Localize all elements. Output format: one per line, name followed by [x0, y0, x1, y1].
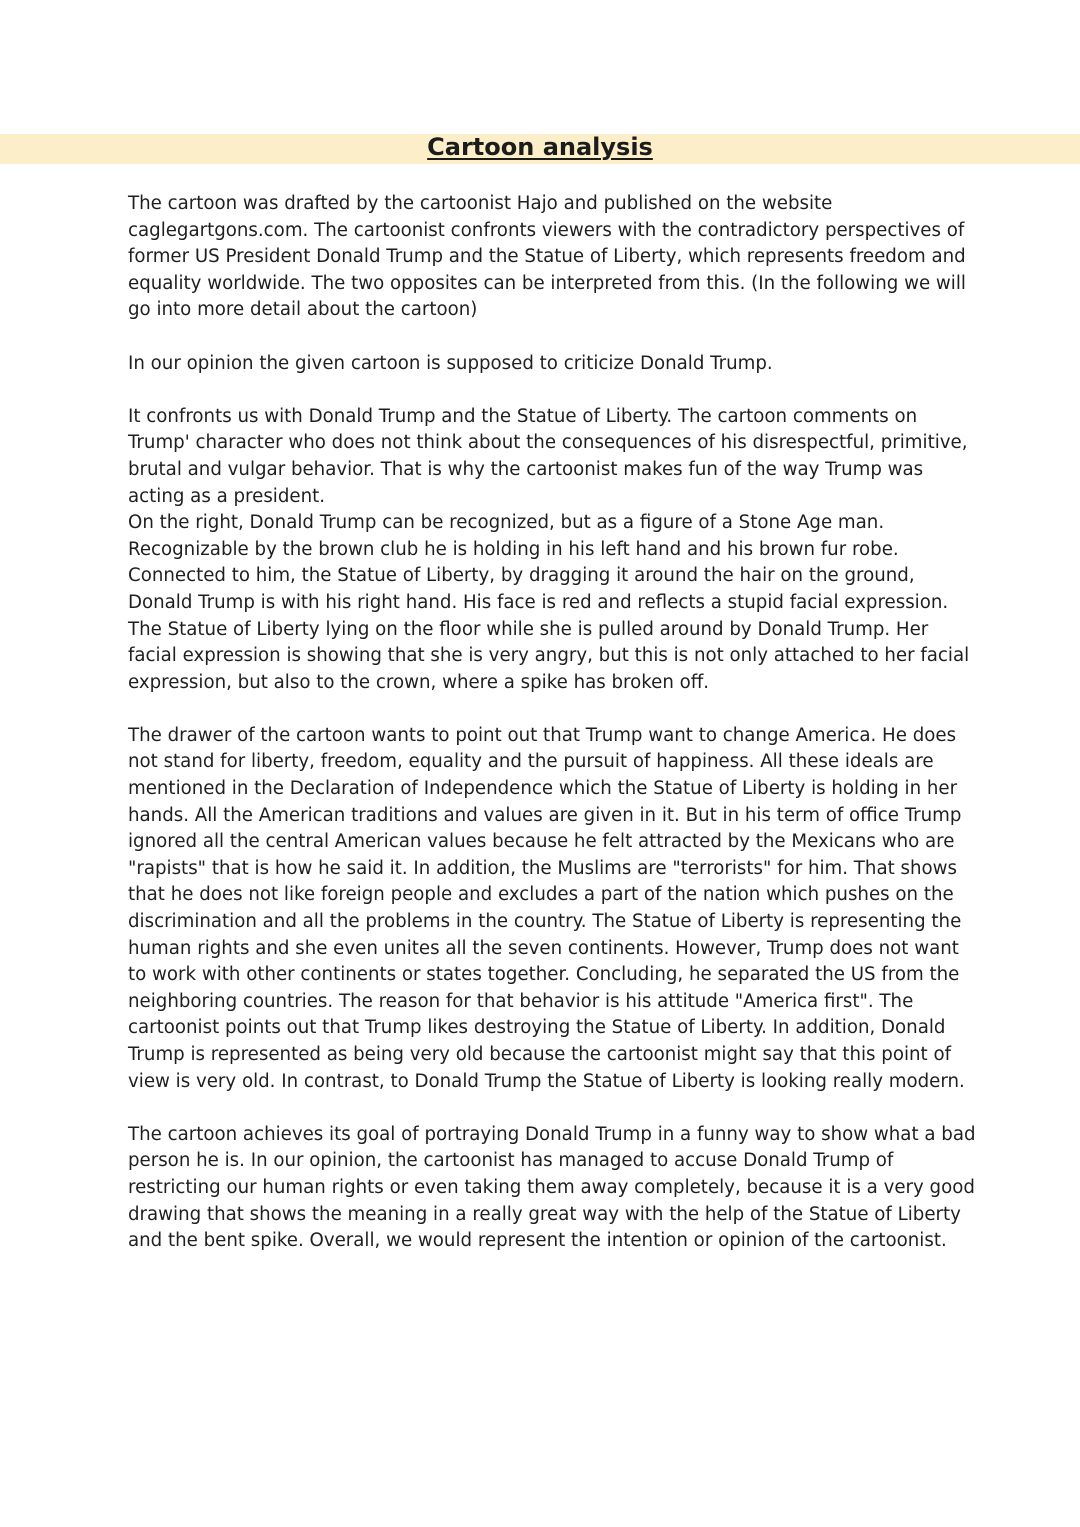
text-line: It confronts us with Donald Trump and the Statue of Liberty. The cartoon comments on: [128, 405, 918, 427]
text-line: hands. All the American traditions and values are given in it. But in his term of office Trump: [128, 804, 962, 826]
text-line: The cartoon achieves its goal of portraying Donald Trump in a funny way to show what a bad: [128, 1123, 976, 1145]
text-line: equality worldwide. The two opposites can be interpreted from this. (In the following we will: [128, 272, 966, 294]
text-line: The drawer of the cartoon wants to point out that Trump want to change America. He does: [128, 724, 957, 746]
text-line: drawing that shows the meaning in a really great way with the help of the Statue of Liberty: [128, 1203, 961, 1225]
text-line: acting as a president.: [128, 485, 326, 507]
text-line: expression, but also to the crown, where a spike has broken off.: [128, 671, 710, 693]
paragraph-source: [128, 191, 966, 324]
text-line: not stand for liberty, freedom, equality and the pursuit of happiness. All these ideals are: [128, 751, 934, 773]
text-line: Connected to him, the Statue of Liberty, by dragging it around the hair on the ground,: [128, 565, 915, 587]
text-line: go into more detail about the cartoon): [128, 299, 478, 321]
text-line: cartoonist points out that Trump likes destroying the Statue of Liberty. In addition, Donald: [128, 1017, 946, 1039]
paragraph-description: [128, 510, 970, 696]
text-line: neighboring countries. The reason for that behavior is his attitude "America first". The: [128, 990, 914, 1012]
text-line: Trump' character who does not think about the consequences of his disrespectful, primitive,: [128, 432, 968, 454]
text-line: human rights and she even unites all the seven continents. However, Trump does not want: [128, 937, 959, 959]
text-line: person he is. In our opinion, the cartoonist has managed to accuse Donald Trump of: [128, 1150, 894, 1172]
text-line: In our opinion the given cartoon is supposed to criticize Donald Trump.: [128, 352, 773, 374]
text-line: Recognizable by the brown club he is holding in his left hand and his brown fur robe.: [128, 538, 899, 560]
text-line: Donald Trump is with his right hand. His face is red and reflects a stupid facial expression.: [128, 591, 949, 613]
text-line: discrimination and all the problems in the country. The Statue of Liberty is representing the: [128, 911, 962, 933]
text-line: to work with other continents or states together. Concluding, he separated the US from the: [128, 964, 960, 986]
text-line: brutal and vulgar behavior. That is why the cartoonist makes fun of the way Trump was: [128, 458, 924, 480]
text-line: caglegartgons.com. The cartoonist confronts viewers with the contradictory perspectives of: [128, 219, 965, 241]
text-line: that he does not like foreign people and excludes a part of the nation which pushes on the: [128, 884, 954, 906]
paragraph-interpretation: [128, 723, 965, 1095]
paragraph-conclusion: [128, 1122, 976, 1255]
text-line: mentioned in the Declaration of Independence which the Statue of Liberty is holding in her: [128, 778, 958, 800]
paragraph-thesis: [128, 351, 954, 378]
text-line: restricting our human rights or even taking them away completely, because it is a very good: [128, 1176, 975, 1198]
text-line: former US President Donald Trump and the Statue of Liberty, which represents freedom and: [128, 246, 966, 268]
text-line: view is very old. In contrast, to Donald Trump the Statue of Liberty is looking really modern.: [128, 1070, 965, 1092]
text-line: The Statue of Liberty lying on the floor while she is pulled around by Donald Trump. Her: [128, 618, 929, 640]
text-line: The cartoon was drafted by the cartoonist Hajo and published on the website: [128, 193, 833, 214]
text-line: facial expression is showing that she is very angry, but this is not only attached to her facial: [128, 645, 970, 667]
text-line: Trump is represented as being very old because the cartoonist might say that this point of: [128, 1044, 951, 1065]
text-line: On the right, Donald Trump can be recognized, but as a figure of a Stone Age man.: [128, 512, 885, 534]
document-body: [128, 191, 976, 1281]
text-line: and the bent spike. Overall, we would represent the intention or opinion of the cartoonist.: [128, 1230, 947, 1252]
text-line: "rapists" that is how he said it. In addition, the Muslims are "terrorists" for him. That shows: [128, 857, 957, 879]
page-title-text: Cartoon analysis: [427, 133, 653, 161]
text-line: ignored all the central American values because he felt attracted by the Mexicans who are: [128, 831, 955, 853]
page-title: [0, 130, 1080, 164]
paragraph-intro: [128, 404, 968, 510]
